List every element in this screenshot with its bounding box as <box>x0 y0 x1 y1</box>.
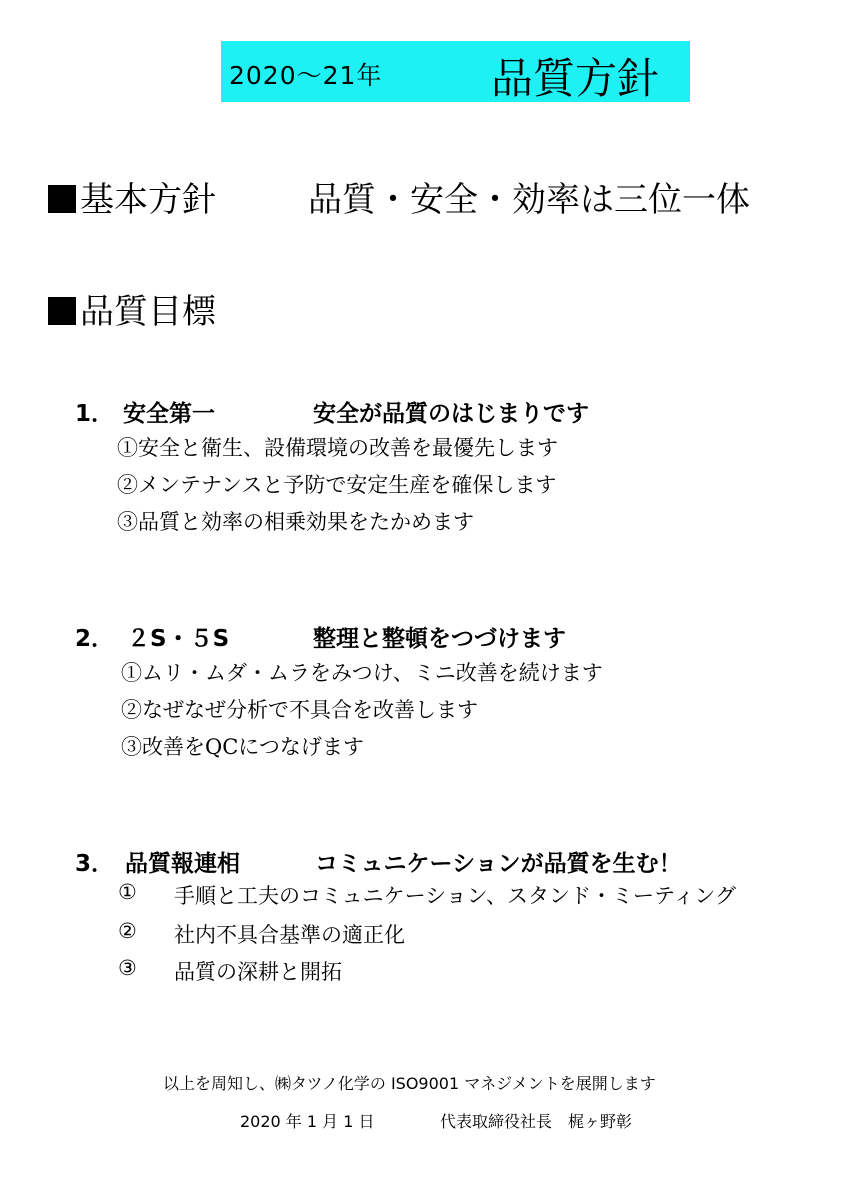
section-label: ２S・５S <box>127 626 230 652</box>
list-item: ①安全と衛生、設備環境の改善を最優先します <box>117 436 558 460</box>
list-item: ②なぜなぜ分析で不具合を改善します <box>121 698 478 722</box>
list-item: ①ムリ・ムダ・ムラをみつけ、ミニ改善を続けます <box>121 661 603 685</box>
section-slogan: 整理と整頓をつづけます <box>313 626 566 652</box>
item-text: 手順と工夫のコミュニケーション、スタンド・ミーティング <box>174 884 736 908</box>
square-bullet-icon <box>48 185 76 213</box>
list-item: ②メンテナンスと予防で安定生産を確保します <box>117 473 557 497</box>
basic-policy-label: 基本方針 <box>80 180 216 220</box>
title-banner <box>221 41 690 102</box>
footer-signer: 代表取締役社長 梶ヶ野彰 <box>440 1112 633 1131</box>
footer-statement: 以上を周知し、㈱タツノ化学の ISO9001 マネジメントを展開します <box>163 1074 656 1093</box>
section-number: 3． <box>75 851 115 877</box>
section-slogan: コミュニケーションが品質を生む！ <box>315 851 682 877</box>
section-number: 1． <box>75 401 115 427</box>
section-label: 安全第一 <box>123 401 215 427</box>
section-label: 品質報連相 <box>125 851 240 877</box>
section-slogan: 安全が品質のはじまりです <box>313 401 589 427</box>
item-text: 品質の深耕と開拓 <box>174 960 342 984</box>
quality-goals-label: 品質目標 <box>80 292 216 332</box>
basic-policy <box>48 172 750 221</box>
list-item: ③品質と効率の相乗効果をたかめます <box>117 510 474 534</box>
item-marker: ③ <box>118 956 137 980</box>
list-item: ③改善をQCにつなげます <box>121 735 364 759</box>
section-number: 2． <box>75 626 115 652</box>
quality-goals-heading <box>48 284 216 333</box>
item-marker: ② <box>118 919 137 943</box>
page-title: 品質方針 <box>491 54 660 103</box>
item-text: 社内不具合基準の適正化 <box>174 923 405 947</box>
footer-date: 2020 年 1 月 1 日 <box>240 1112 375 1131</box>
square-bullet-icon <box>48 297 76 325</box>
title-year: 2020～21年 <box>229 61 383 90</box>
item-marker: ① <box>118 880 137 904</box>
basic-policy-value: 品質・安全・効率は三位一体 <box>308 180 750 220</box>
